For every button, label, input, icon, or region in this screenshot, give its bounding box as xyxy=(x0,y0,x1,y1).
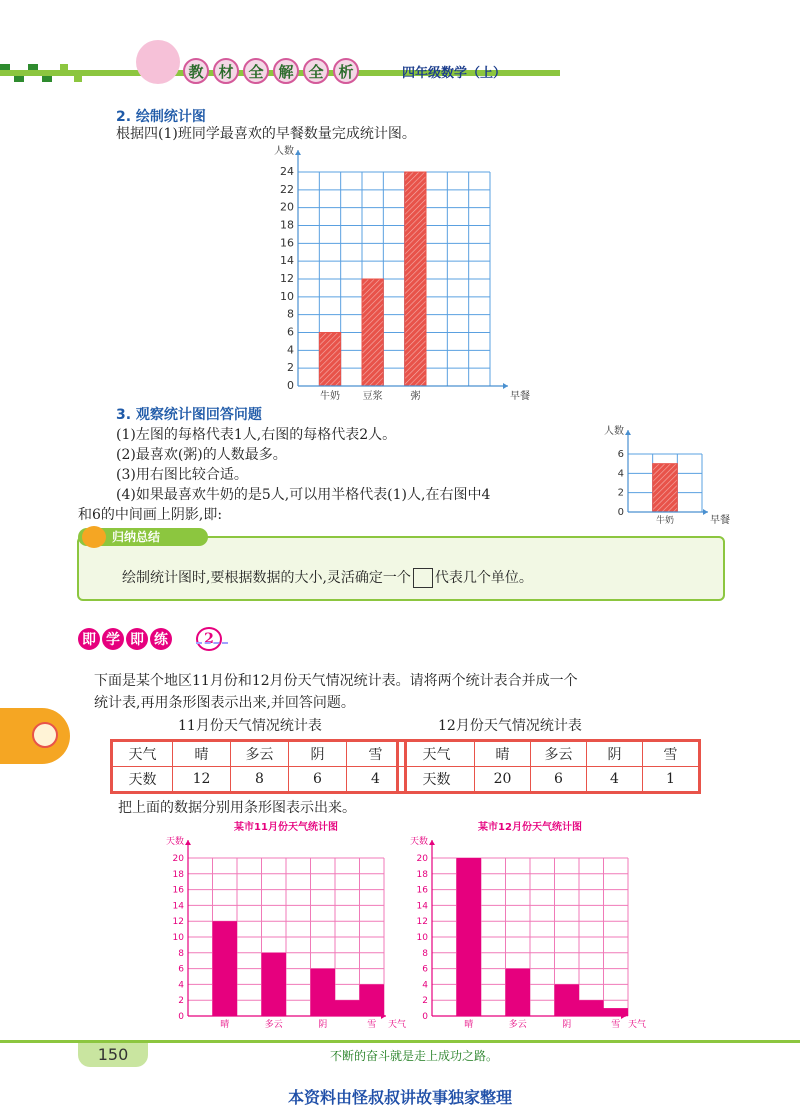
x-category-label: 雪 xyxy=(611,1020,621,1030)
table-cell: 雪 xyxy=(643,742,699,767)
x-category-label: 豆浆 xyxy=(362,391,383,402)
y-tick-label: 2 xyxy=(178,996,184,1007)
chart-bar xyxy=(405,172,426,386)
title-char: 析 xyxy=(333,58,359,84)
y-tick-label: 20 xyxy=(172,854,184,864)
table-row xyxy=(113,742,405,767)
title-char: 全 xyxy=(303,58,329,84)
y-tick-label: 18 xyxy=(416,869,428,880)
table-cell: 晴 xyxy=(475,742,531,767)
milk-small-chart xyxy=(604,420,732,528)
x-axis-arrow xyxy=(703,509,708,515)
dec-weather-chart xyxy=(409,818,662,1036)
y-tick-label: 12 xyxy=(416,917,428,928)
y-axis-arrow xyxy=(185,840,191,845)
x-category-label: 雪 xyxy=(367,1020,377,1030)
table-cell: 1 xyxy=(643,767,699,792)
table-cell: 8 xyxy=(231,767,289,792)
chart-bar xyxy=(457,858,482,1016)
x-axis-label: 早餐 xyxy=(710,515,730,526)
y-tick-label: 16 xyxy=(172,885,184,896)
section3-line3: (3)用右图比较合适。 xyxy=(116,467,248,483)
table-cell: 晴 xyxy=(173,742,231,767)
table-row xyxy=(113,767,405,792)
x-category-label: 晴 xyxy=(220,1020,230,1030)
table-row xyxy=(399,767,699,792)
y-tick-label: 18 xyxy=(280,218,294,232)
chart-bar xyxy=(653,464,678,512)
y-axis-label: 人数 xyxy=(604,426,624,437)
chart-title: 某市11月份天气统计图 xyxy=(234,822,338,833)
y-tick-label: 2 xyxy=(287,361,294,375)
y-tick-label: 6 xyxy=(287,325,294,339)
practice-char: 练 xyxy=(150,628,172,650)
practice-divider xyxy=(196,642,228,644)
practice-problem-line1: 下面是某个地区11月份和12月份天气情况统计表。请将两个统计表合并成一个 xyxy=(94,673,578,689)
y-tick-label: 4 xyxy=(617,468,624,480)
chart-bar xyxy=(362,279,383,386)
footer-credit: 本资料由怪叔叔讲故事独家整理 xyxy=(287,1088,512,1107)
title-char: 教 xyxy=(183,58,209,84)
section3-line2: (2)最喜欢(粥)的人数最多。 xyxy=(116,447,287,463)
x-axis-label: 天气 xyxy=(388,1020,407,1030)
chart-bar xyxy=(319,333,340,387)
y-axis-label: 人数 xyxy=(274,146,294,157)
section2-title: 2. 绘制统计图 xyxy=(116,109,206,125)
practice-char: 学 xyxy=(102,628,124,650)
x-axis-label: 早餐 xyxy=(510,391,530,402)
y-tick-label: 14 xyxy=(280,254,294,268)
y-axis-arrow xyxy=(295,150,301,155)
chart-bar xyxy=(506,969,531,1016)
practice-char: 即 xyxy=(78,628,100,650)
y-tick-label: 4 xyxy=(287,343,294,357)
chart-bar-extra xyxy=(335,1000,360,1016)
footer-motto: 不断的奋斗就是走上成功之路。 xyxy=(330,1049,499,1063)
y-tick-label: 16 xyxy=(280,236,294,250)
x-category-label: 阴 xyxy=(318,1020,328,1030)
breakfast-bar-chart xyxy=(262,142,542,406)
y-axis-label: 天数 xyxy=(409,837,428,847)
table-cell: 12 xyxy=(173,767,231,792)
y-tick-label: 14 xyxy=(172,901,184,912)
page-number: 150 xyxy=(78,1043,148,1067)
table-cell: 天数 xyxy=(399,767,475,792)
x-category-label: 多云 xyxy=(508,1020,527,1030)
y-tick-label: 10 xyxy=(416,933,428,943)
dec-table-caption: 12月份天气情况统计表 xyxy=(438,718,582,734)
y-axis-arrow xyxy=(625,430,631,435)
practice-banner xyxy=(78,627,222,651)
section3-line1: (1)左图的每格代表1人,右图的每格代表2人。 xyxy=(116,427,397,443)
summary-text-after: 代表几个单位。 xyxy=(434,570,533,586)
table-cell: 6 xyxy=(531,767,587,792)
table-cell: 6 xyxy=(289,767,347,792)
practice-char: 即 xyxy=(126,628,148,650)
dec-table xyxy=(396,739,701,794)
chart-bar xyxy=(604,1008,629,1016)
y-tick-label: 6 xyxy=(422,964,428,975)
summary-text-before: 绘制统计图时,要根据数据的大小,灵活确定一个 xyxy=(122,570,411,586)
chart-bar xyxy=(360,984,385,1016)
x-category-label: 晴 xyxy=(464,1020,474,1030)
y-tick-label: 6 xyxy=(617,449,624,460)
practice-sub-instruction: 把上面的数据分别用条形图表示出来。 xyxy=(118,800,356,816)
y-tick-label: 16 xyxy=(416,885,428,896)
table-cell: 4 xyxy=(587,767,643,792)
chart-title: 某市12月份天气统计图 xyxy=(478,822,582,833)
section3-title: 3. 观察统计图回答问题 xyxy=(116,407,262,423)
x-category-label: 粥 xyxy=(410,391,421,402)
x-axis-label: 天气 xyxy=(628,1020,647,1030)
practice-number: 2 xyxy=(196,627,222,651)
table-cell: 多云 xyxy=(231,742,289,767)
nov-table xyxy=(110,739,407,794)
y-tick-label: 0 xyxy=(287,379,294,392)
y-tick-label: 0 xyxy=(178,1012,184,1022)
x-category-label: 阴 xyxy=(562,1020,572,1030)
y-tick-label: 14 xyxy=(416,901,428,912)
chart-bar xyxy=(262,953,287,1016)
table-cell: 雪 xyxy=(347,742,405,767)
cat-icon xyxy=(32,722,58,748)
y-tick-label: 2 xyxy=(422,996,428,1007)
table-cell: 阴 xyxy=(289,742,347,767)
nov-table-caption: 11月份天气情况统计表 xyxy=(178,718,322,734)
table-cell: 多云 xyxy=(531,742,587,767)
mascot-icon xyxy=(136,40,180,84)
y-tick-label: 20 xyxy=(416,854,428,864)
y-tick-label: 0 xyxy=(617,507,624,518)
table-cell: 天气 xyxy=(113,742,173,767)
fox-icon xyxy=(82,526,106,548)
y-tick-label: 8 xyxy=(178,948,184,959)
y-tick-label: 18 xyxy=(172,869,184,880)
title-char: 解 xyxy=(273,58,299,84)
x-category-label: 多云 xyxy=(264,1020,283,1030)
section3-line4: (4)如果最喜欢牛奶的是5人,可以用半格代表(1)人,在右图中4 xyxy=(116,487,491,503)
section2-instruction: 根据四(1)班同学最喜欢的早餐数量完成统计图。 xyxy=(116,126,416,142)
nov-weather-chart xyxy=(160,818,410,1036)
chart-bar-extra xyxy=(579,1000,604,1016)
title-char: 全 xyxy=(243,58,269,84)
y-axis-arrow xyxy=(429,840,435,845)
y-tick-label: 0 xyxy=(422,1012,428,1022)
practice-problem-line2: 统计表,再用条形图表示出来,并回答问题。 xyxy=(94,695,355,711)
y-axis-label: 天数 xyxy=(165,837,184,847)
y-tick-label: 24 xyxy=(280,165,294,178)
book-title xyxy=(183,58,359,84)
chart-bar xyxy=(555,984,580,1016)
table-cell: 20 xyxy=(475,767,531,792)
title-char: 材 xyxy=(213,58,239,84)
table-cell: 天气 xyxy=(399,742,475,767)
table-cell: 4 xyxy=(347,767,405,792)
table-row xyxy=(399,742,699,767)
chart-bar xyxy=(311,969,336,1016)
y-tick-label: 2 xyxy=(617,487,624,499)
x-category-label: 牛奶 xyxy=(655,516,675,526)
blank-box xyxy=(413,568,433,588)
chart-bar xyxy=(213,921,238,1016)
y-tick-label: 10 xyxy=(280,289,294,303)
x-category-label: 牛奶 xyxy=(320,391,340,402)
y-tick-label: 4 xyxy=(178,980,184,991)
y-tick-label: 20 xyxy=(280,200,294,214)
y-tick-label: 8 xyxy=(422,948,428,959)
y-tick-label: 12 xyxy=(172,917,184,928)
side-tab xyxy=(0,708,70,764)
y-tick-label: 6 xyxy=(178,964,184,975)
y-tick-label: 8 xyxy=(287,307,294,321)
summary-text xyxy=(122,567,533,588)
x-axis-arrow xyxy=(503,383,508,389)
table-cell: 阴 xyxy=(587,742,643,767)
y-tick-label: 4 xyxy=(422,980,428,991)
y-tick-label: 22 xyxy=(280,182,294,196)
y-tick-label: 12 xyxy=(280,272,294,285)
summary-tag: 归纳总结 xyxy=(78,528,208,546)
section3-line5: 和6的中间画上阴影,即: xyxy=(78,507,223,523)
table-cell: 天数 xyxy=(113,767,173,792)
y-tick-label: 10 xyxy=(172,933,184,943)
book-subtitle: 四年级数学（上） xyxy=(402,66,507,81)
